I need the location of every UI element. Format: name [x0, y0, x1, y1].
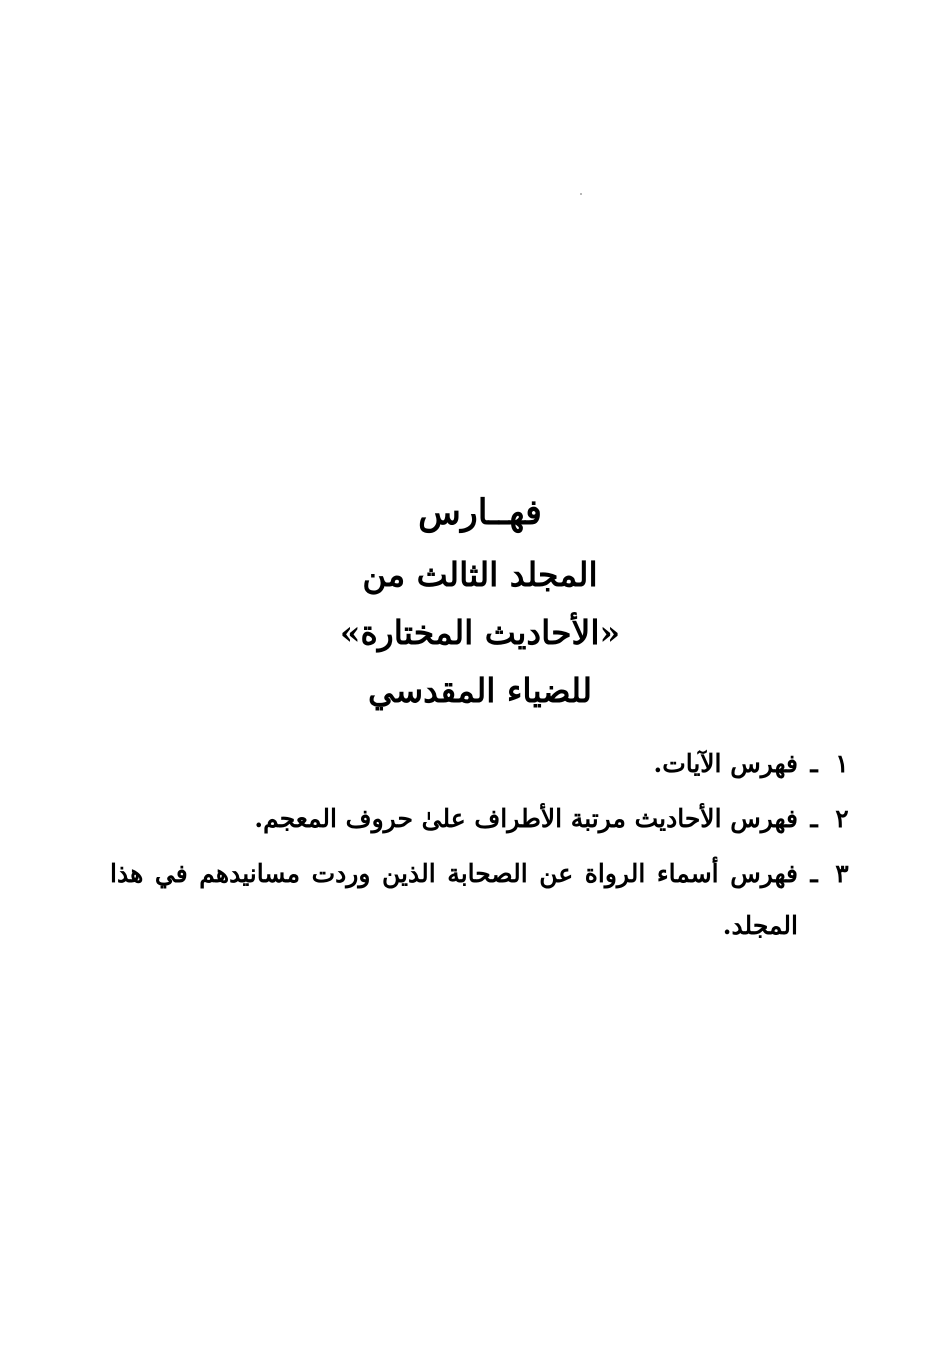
item-dash: ـ [810, 859, 818, 888]
item-number: ١ [835, 749, 849, 778]
subtitle-volume: المجلد الثالث من [362, 555, 598, 594]
subtitle-book: «الأحاديث المختارة» [339, 613, 621, 652]
index-list [110, 738, 854, 955]
item-text: فهرس الآيات. [653, 749, 798, 778]
item-text: فهرس الأحاديث مرتبة الأطراف علىٰ حروف المعجم. [254, 804, 798, 833]
scan-speck [580, 193, 582, 195]
list-item [110, 738, 854, 790]
title-block [260, 488, 700, 720]
item-number: ٣ [835, 859, 849, 888]
page-title: فهــارس [418, 492, 542, 533]
item-number: ٢ [835, 804, 849, 833]
list-item [110, 793, 854, 845]
item-dash: ـ [810, 804, 818, 833]
item-text: فهرس أسماء الرواة عن الصحابة الذين وردت مسانيدهم في هذا المجلد. [110, 859, 798, 940]
subtitle-author: للضياء المقدسي [367, 671, 593, 710]
list-item [110, 848, 854, 952]
item-dash: ـ [810, 749, 818, 778]
